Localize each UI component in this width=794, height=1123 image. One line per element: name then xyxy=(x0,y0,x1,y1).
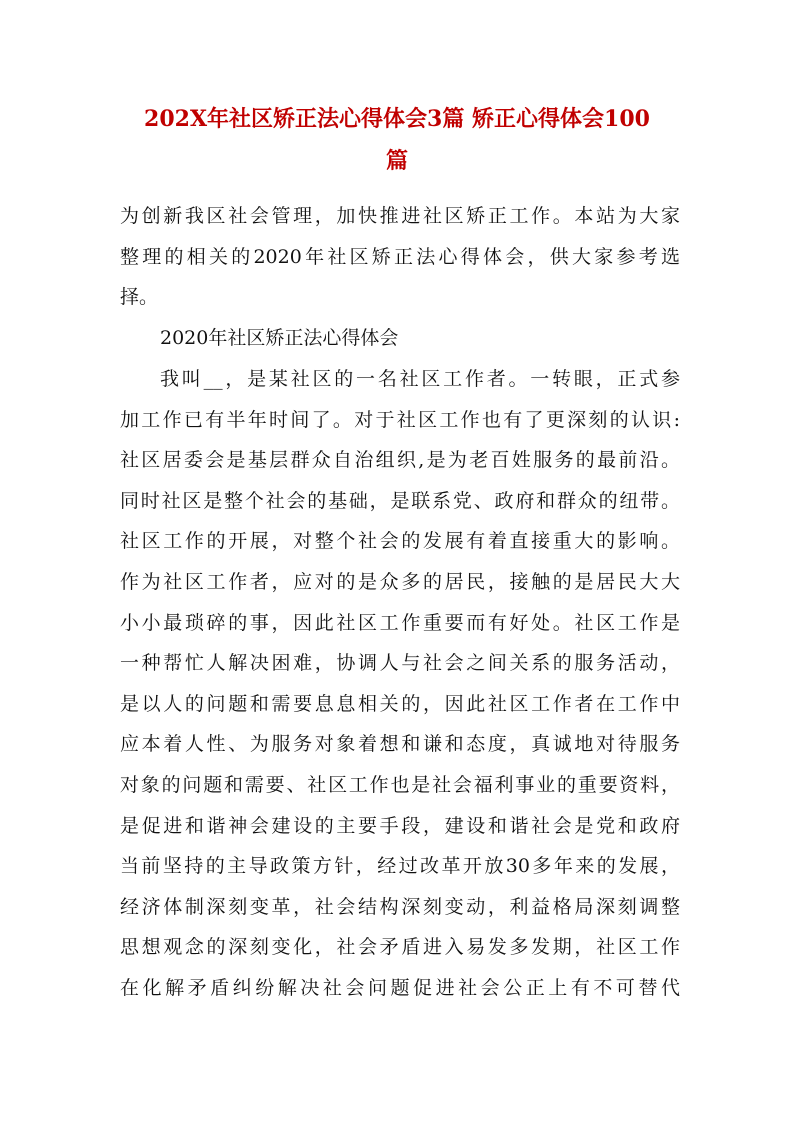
body-line: 是促进和谐神会建设的主要手段，建设和谐社会是党和政府 xyxy=(120,814,680,837)
intro-line: 整理的相关的2020年社区矫正法心得体会，供大家参考选 xyxy=(120,245,680,268)
document-title-line-1: 202X年社区矫正法心得体会3篇 矫正心得体会100 xyxy=(144,106,650,132)
body-line: 是以人的问题和需要息息相关的，因此社区工作者在工作中 xyxy=(120,692,680,715)
body-line: 同时社区是整个社会的基础，是联系党、政府和群众的纽带。 xyxy=(120,489,680,512)
body-line: 一种帮忙人解决困难，协调人与社会之间关系的服务活动， xyxy=(120,652,680,675)
body-line: 在化解矛盾纠纷解决社会问题促进社会公正上有不可替代 xyxy=(120,976,680,999)
intro-line: 为创新我区社会管理，加快推进社区矫正工作。本站为大家 xyxy=(120,205,680,227)
body-line: 经济体制深刻变革，社会结构深刻变动，利益格局深刻调整 xyxy=(120,895,680,918)
body-line: 对象的问题和需要、社区工作也是社会福利事业的重要资料， xyxy=(120,773,680,796)
body-line: 应本着人性、为服务对象着想和谦和态度，真诚地对待服务 xyxy=(120,733,680,756)
body-paragraph xyxy=(120,359,680,1009)
body-line: 当前坚持的主导政策方针，经过改革开放30多年来的发展， xyxy=(120,855,680,878)
body-line: 小小最琐碎的事，因此社区工作重要而有好处。社区工作是 xyxy=(120,611,680,634)
section-subheading: 2020年社区矫正法心得体会 xyxy=(160,327,399,349)
body-line: 加工作已有半年时间了。对于社区工作也有了更深刻的认识: xyxy=(120,408,680,431)
intro-paragraph xyxy=(120,196,680,318)
body-line: 社区居委会是基层群众自治组织,是为老百姓服务的最前沿。 xyxy=(120,449,680,472)
body-line: 社区工作的开展，对整个社会的发展有着直接重大的影响。 xyxy=(120,530,680,553)
body-line: 思想观念的深刻变化，社会矛盾进入易发多发期，社区工作 xyxy=(120,936,680,959)
body-line: 我叫__，是某社区的一名社区工作者。一转眼，正式参 xyxy=(160,368,680,390)
subheading-block xyxy=(120,318,680,359)
body-line: 作为社区工作者，应对的是众多的居民，接触的是居民大大 xyxy=(120,570,680,593)
document-title-line-2: 篇 xyxy=(385,148,408,174)
intro-line: 择。 xyxy=(120,286,159,309)
